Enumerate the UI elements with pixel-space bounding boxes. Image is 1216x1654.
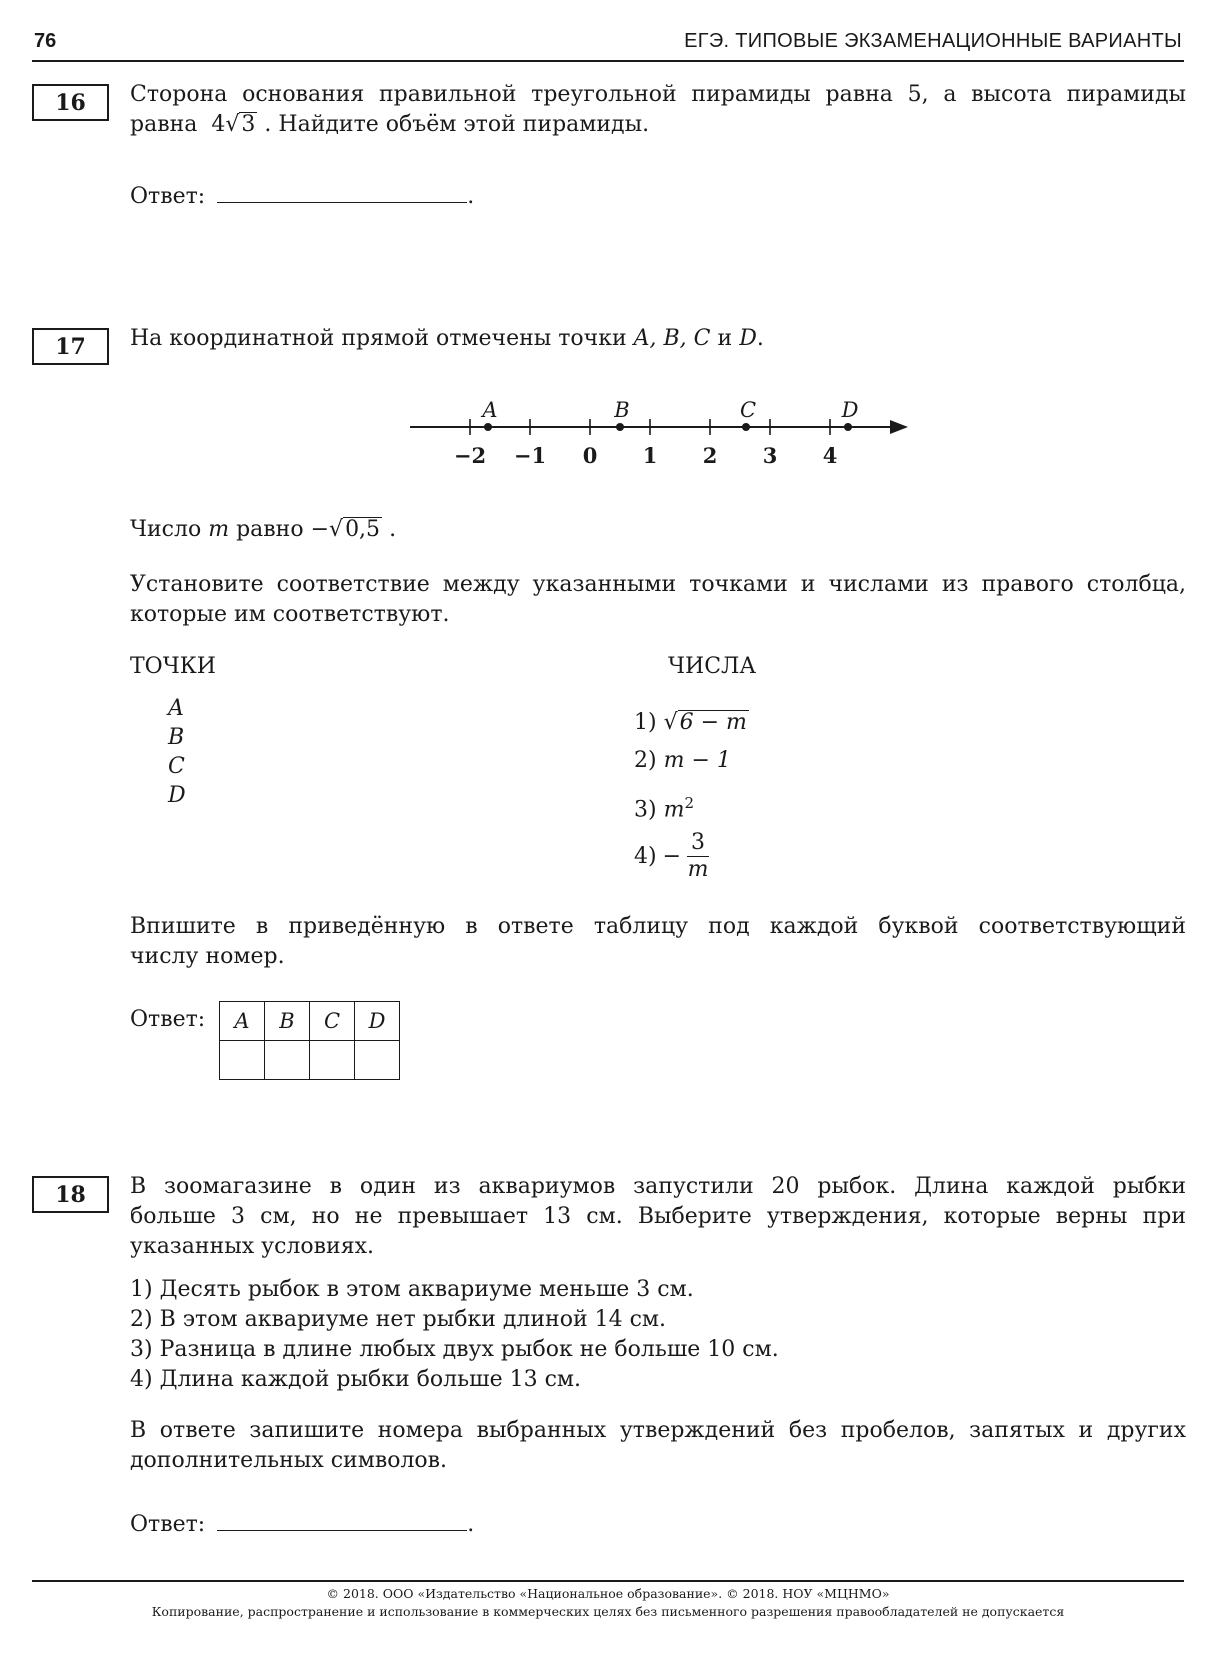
instruction-line2: которые им соответствуют. [130,602,450,627]
header-rule [32,60,1184,62]
option-2 [634,746,731,776]
answer-label: Ответ: [130,184,206,209]
option-number: 4) [634,843,657,869]
sqrt-sign: √ [663,710,678,735]
task-16-line2-b: . Найдите объём этой пирамиды. [264,112,650,137]
option-number: 2) [634,748,657,773]
task-17-intro-and: и [717,326,733,351]
task-18-line2: больше 3 см, но не превышает 13 см. Выберите утверждения, которые верны при [130,1204,1186,1229]
task-16-answer [130,180,474,212]
point-label: C [168,754,185,779]
tick-label: −2 [453,443,487,468]
task-18-note-line1: В ответе запишите номера выбранных утверждений без пробелов, запятых и других [130,1418,1186,1443]
point-d-label: D [841,398,859,422]
point-b-label: B [614,398,630,422]
task-16-number: 16 [32,84,109,121]
option-3 [634,788,694,825]
task-17-number: 17 [32,328,109,365]
option-1-radicand: 6 − m [679,710,747,735]
option-4-denominator: m [687,857,709,882]
fill-line2: числу номер. [130,944,285,969]
task-18-number: 18 [32,1176,109,1213]
sqrt-sign: √ [329,517,344,542]
statement: 3) Разница в длине любых двух рыбок не больше 10 см. [130,1337,779,1362]
option-number: 3) [634,797,657,823]
option-4-fraction [687,830,709,883]
answer-end: . [467,184,475,209]
task-17-intro [130,324,764,354]
column-header-numbers: ЧИСЛА [668,654,757,679]
task-18-note-line2: дополнительных символов. [130,1448,448,1473]
answer-table-header: A [220,1002,265,1041]
option-3-exp: 2 [684,794,695,812]
m-definition [130,515,396,545]
answer-table-input-row [220,1041,400,1080]
option-4 [634,830,709,883]
option-1 [634,708,749,738]
task-16-coef: 4 [211,112,226,137]
tick-label: 2 [702,443,718,468]
fill-line1: Впишите в приведённую в ответе таблицу под каждой буквой соответствующий [130,914,1186,939]
page-number: 76 [34,30,57,52]
tick-label: 0 [582,443,598,468]
points-list [168,694,186,810]
sqrt-sign: √ [225,112,240,137]
point-d-dot [844,423,852,431]
point-c-dot [742,423,750,431]
answer-label: Ответ: [130,1512,206,1537]
task-17-answer-label: Ответ: [130,1007,206,1032]
answer-cell-b[interactable] [265,1041,310,1080]
statement: 1) Десять рыбок в этом аквариуме меньше 3 см. [130,1277,694,1302]
task-16-line1: Сторона основания правильной треугольной пирамиды равна 5, а высота пирамиды [130,82,1186,107]
answer-end: . [467,1512,475,1537]
point-a-dot [484,423,492,431]
number-line [400,395,920,475]
statements-list [130,1275,779,1395]
m-text-b: равно [236,517,304,542]
task-17-intro-end: . [756,326,764,351]
instruction-line1: Установите соответствие между указанными точками и числами из правого столбца, [130,572,1186,597]
m-radicand: 0,5 [345,517,381,542]
tick-label: −1 [513,443,547,468]
point-label: A [168,696,184,721]
option-4-minus: − [662,843,682,869]
running-title: ЕГЭ. ТИПОВЫЕ ЭКЗАМЕНАЦИОННЫЕ ВАРИАНТЫ [684,30,1182,52]
task-16-line2 [130,110,649,140]
tick-label: 3 [762,443,778,468]
footer-copyright: © 2018. ООО «Издательство «Национальное образование». © 2018. НОУ «МЦНМО» [326,1586,890,1601]
answer-cell-c[interactable] [310,1041,355,1080]
statement: 4) Длина каждой рыбки больше 13 см. [130,1367,581,1392]
m-text-a: Число [130,517,202,542]
answer-table-header-row [220,1002,400,1041]
task-18-answer [130,1508,474,1540]
point-label: D [168,783,186,808]
column-header-points: ТОЧКИ [130,654,216,679]
option-number: 1) [634,710,657,735]
task-17-intro-points: A, B, C [633,326,711,351]
option-2-expr: m − 1 [663,748,731,773]
m-minus: − [310,517,330,542]
task-16-line2-a: равна [130,112,198,137]
task-18-line1: В зоомагазине в один из аквариумов запустили 20 рыбок. Длина каждой рыбки [130,1174,1186,1199]
answer-table-header: B [265,1002,310,1041]
answer-cell-a[interactable] [220,1041,265,1080]
point-b-dot [616,423,624,431]
task-17-intro-a: На координатной прямой отмечены точки [130,326,627,351]
task-18-line3: указанных условиях. [130,1234,374,1259]
answer-table [219,1001,400,1080]
tick-label: 1 [642,443,658,468]
tick-label: 4 [822,443,838,468]
answer-blank[interactable] [217,180,467,203]
answer-cell-d[interactable] [355,1041,400,1080]
m-var: m [208,517,230,542]
m-end: . [389,517,397,542]
statement: 2) В этом аквариуме нет рыбки длиной 14 см. [130,1307,667,1332]
footer-rule [32,1580,1184,1582]
point-c-label: C [739,398,757,422]
option-3-base: m [663,797,685,823]
answer-table-header: C [310,1002,355,1041]
answer-table-header: D [355,1002,400,1041]
number-line-arrow [890,420,908,434]
footer-rights: Копирование, распространение и использование в коммерческих целях без письменного разрешения правообладателей не допускается [151,1604,1065,1619]
task-16-radicand: 3 [241,112,256,137]
answer-blank[interactable] [217,1508,467,1531]
option-4-numerator: 3 [687,830,709,857]
point-label: B [168,725,185,750]
point-a-label: A [482,398,498,422]
task-17-intro-d: D [739,326,757,351]
